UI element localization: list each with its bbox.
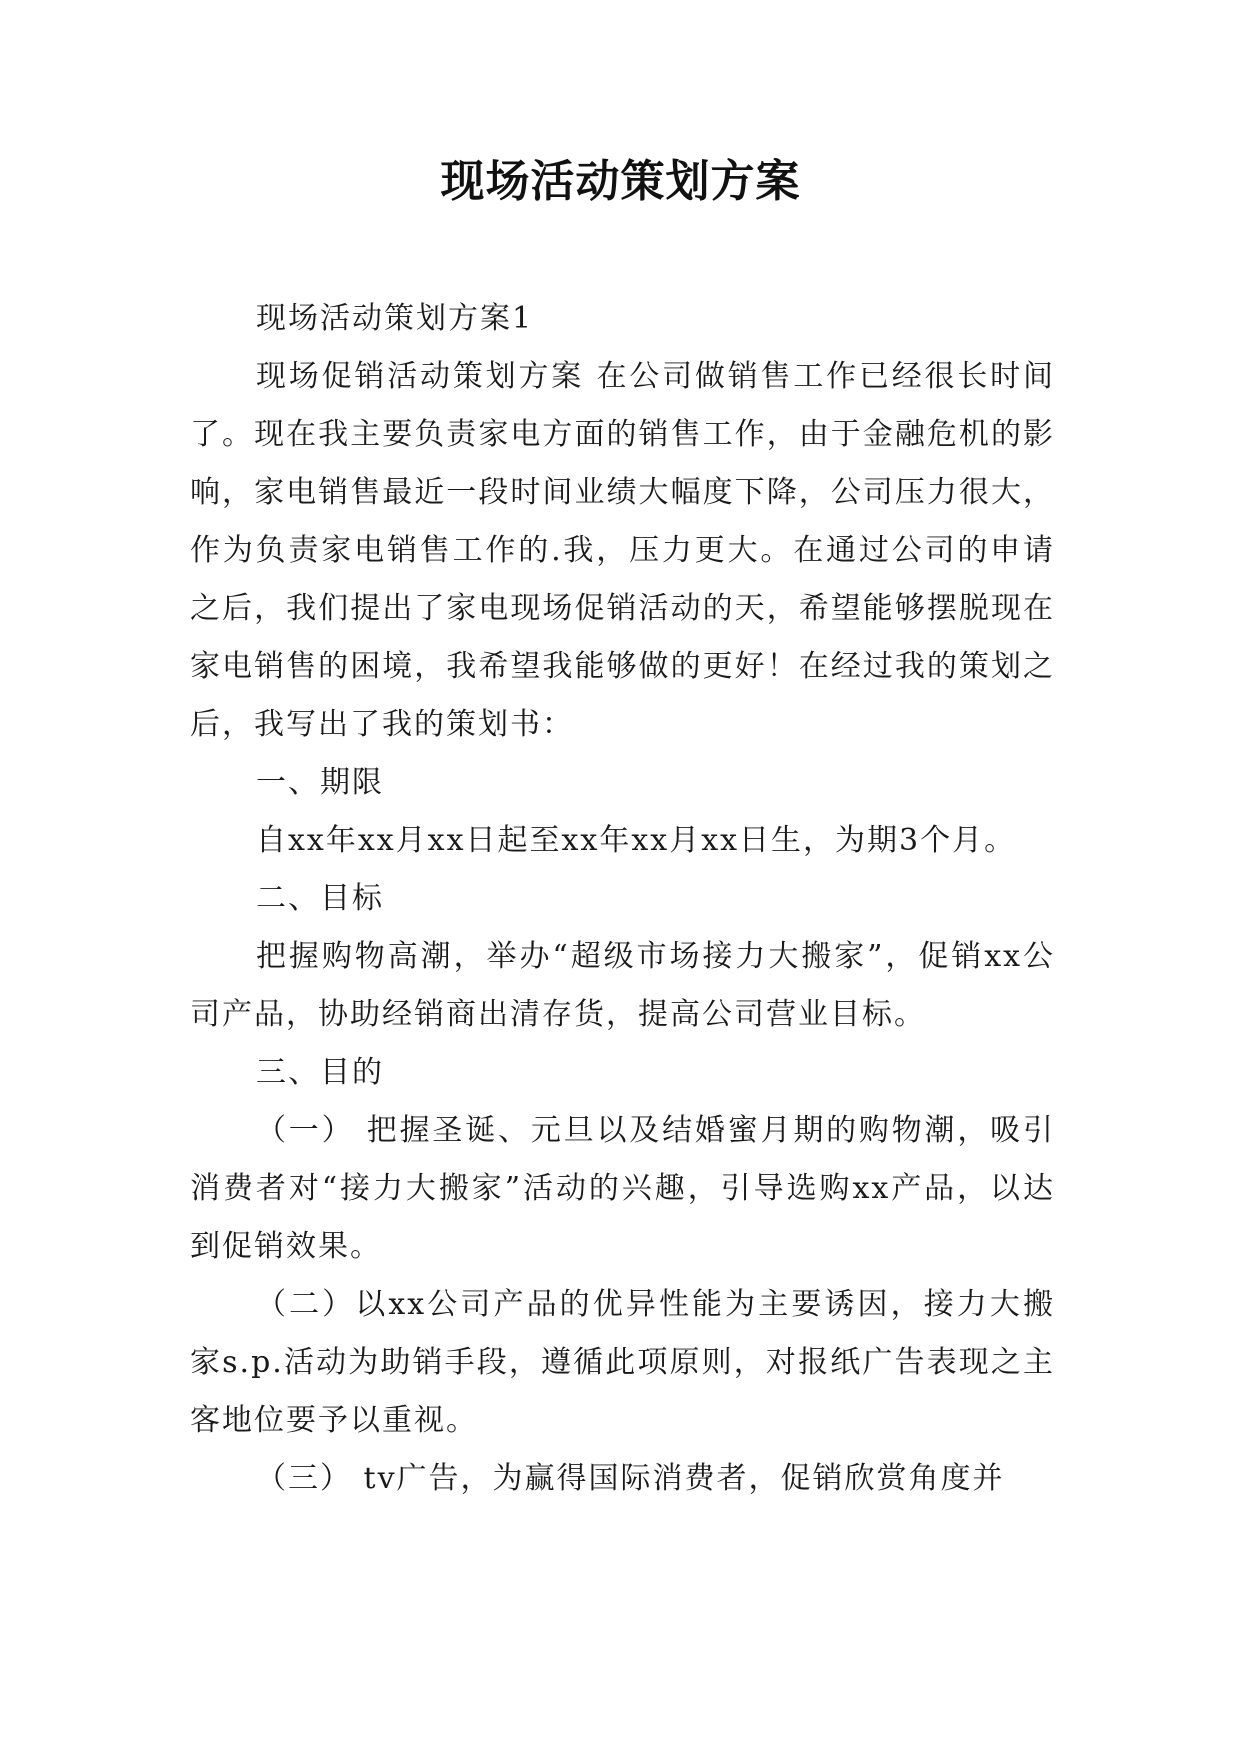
purpose-item-1: （一） 把握圣诞、元旦以及结婚蜜月期的购物潮，吸引消费者对“接力大搬家”活动的兴趣，引导选购xx产品，以达到促销效果。: [190, 1113, 1055, 1264]
intro-paragraph: 现场促销活动策划方案 在公司做销售工作已经很长时间了。现在我主要负责家电方面的销售工作，由于金融危机的影响，家电销售最近一段时间业绩大幅度下降，公司压力很大，作为负责家电销售工作的.我，压力更大。在通过公司的申请之后，我们提出了家电现场促销活动的天，希望能够摆脱现在家电销售的困境，我希望我能够做的更好！在经过我的策划之后，我写出了我的策划书：: [190, 359, 1055, 742]
section-heading-goal: 二、目标: [256, 881, 384, 916]
purpose-item-3: （三） tv广告，为赢得国际消费者，促销欣赏角度并: [256, 1461, 1005, 1496]
section-heading-purpose: 三、目的: [256, 1055, 384, 1090]
purpose-item-2: （二）以xx公司产品的优异性能为主要诱因，接力大搬家s.p.活动为助销手段，遵循此项原则，对报纸广告表现之主客地位要予以重视。: [190, 1287, 1055, 1438]
section-heading: 现场活动策划方案1: [256, 301, 534, 336]
term-paragraph: 自xx年xx月xx日起至xx年xx月xx日生，为期3个月。: [256, 823, 1017, 858]
document-title: 现场活动策划方案: [440, 156, 801, 207]
section-heading-term: 一、期限: [256, 765, 384, 800]
goal-paragraph: 把握购物高潮，举办“超级市场接力大搬家”，促销xx公司产品，协助经销商出清存货，提高公司营业目标。: [190, 939, 1055, 1032]
document-body: [190, 290, 1055, 1508]
